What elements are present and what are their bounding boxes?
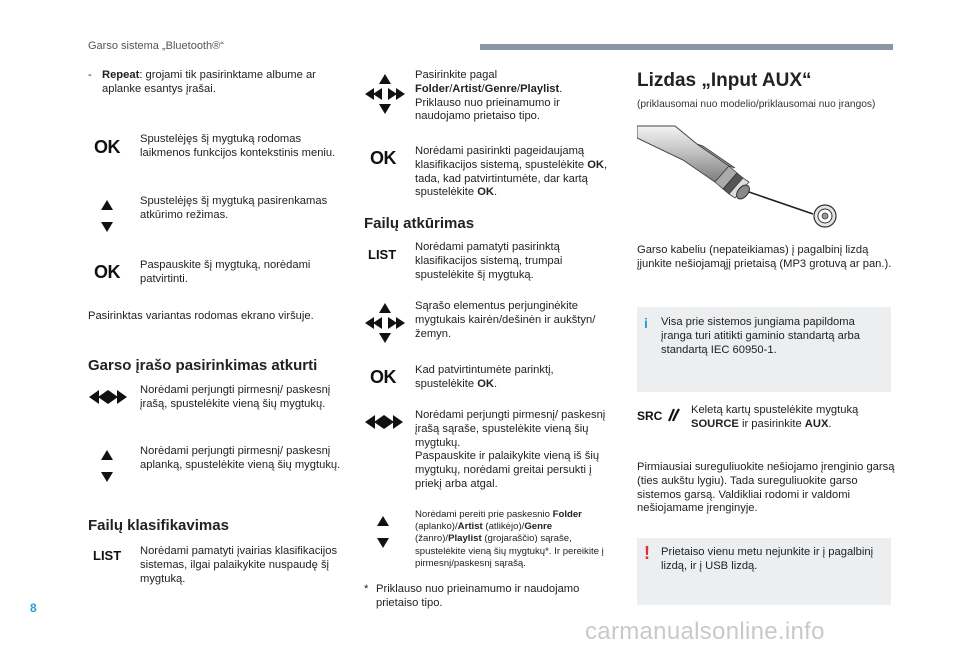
page-header-title: Garso sistema „Bluetooth®“ bbox=[88, 40, 224, 52]
volume-adjust-text: Pirmiausiai sureguliuokite nešiojamo įrenginio garsą (ties aukštu lygiu). Tada sureguliuokite garso sistemos garsą. Valdikliai rodomi ir valdomi nešiojamame įrenginyje. bbox=[637, 461, 895, 515]
watermark: carmanualsonline.info bbox=[585, 618, 825, 645]
up-down-arrows-icon bbox=[99, 199, 115, 233]
left-right-arrows-icon bbox=[88, 389, 128, 405]
ok-icon: OK bbox=[370, 148, 396, 168]
ok-icon: OK bbox=[94, 137, 120, 157]
header-bar bbox=[480, 44, 893, 50]
aux-connect-text: Garso kabeliu (nepateikiamas) į pagalbinį lizdą įjunkite nešiojamąjį prietaisą (MP3 grotuvą ar pan.). bbox=[637, 244, 892, 270]
confirm-selection-text: Kad patvirtintumėte parinktį, spustelėkite OK. bbox=[415, 364, 554, 390]
aux-subtitle: (priklausomai nuo modelio/priklausomai nuo įrangos) bbox=[637, 99, 876, 110]
aux-jack-plug-illustration bbox=[637, 118, 847, 233]
section-heading-file-playback: Failų atkūrimas bbox=[364, 215, 475, 232]
ok-icon: OK bbox=[370, 367, 396, 387]
ok-context-menu-text: Spustelėjęs šį mygtuką rodomas laikmenos funkcijos kontekstinis meniu. bbox=[140, 133, 336, 159]
section-heading-file-sorting: Failų klasifikavimas bbox=[88, 517, 229, 534]
page-number: 8 bbox=[30, 601, 37, 615]
select-by-text: Pasirinkite pagal Folder/Artist/Genre/Playlist. Priklauso nuo prieinamumo ir naudojamo prietaiso tipo. bbox=[415, 69, 563, 123]
list-icon: LIST bbox=[368, 247, 397, 262]
ok-confirm-text: Paspauskite šį mygtuką, norėdami patvirtinti. bbox=[140, 259, 311, 285]
source-icon: SRC bbox=[637, 408, 680, 423]
selected-option-note: Pasirinktas variantas rodomas ekrano viršuje. bbox=[88, 310, 314, 322]
warning-text: Prietaiso vienu metu nejunkite ir į pagalbinį lizdą, ir į USB lizdą. bbox=[661, 546, 874, 572]
select-classification-text: Norėdami pasirinkti pageidaujamą klasifikacijos sistemą, spustelėkite OK, tada, kad patvirtintumėte, dar kartą spustelėkite OK. bbox=[415, 145, 608, 199]
list-track-switch-text: Norėdami perjungti pirmesnį/ paskesnį įrašą sąraše, spustelėkite vieną šių mygtukų. Paspauskite ir palaikykite vieną iš šių mygtukų, norėdami greitai persukti į priekį arba atgal. bbox=[415, 409, 606, 490]
warning-box bbox=[637, 538, 891, 605]
info-box bbox=[637, 307, 891, 392]
section-heading-track-selection: Garso įrašo pasirinkimas atkurti bbox=[88, 357, 318, 374]
info-standard-text: Visa prie sistemos jungiama papildoma įranga turi atitikti gaminio standartą arba standartą IEC 60950-1. bbox=[661, 316, 860, 356]
folder-switch-text: Norėdami perjungti pirmesnį/ paskesnį aplanką, spustelėkite vieną šių mygtukų. bbox=[140, 445, 341, 471]
track-switch-text: Norėdami perjungti pirmesnį/ paskesnį įrašą, spustelėkite vieną šių mygtukų. bbox=[140, 384, 331, 410]
list-navigation-text: Sąrašo elementus perjunginėkite mygtukais kairėn/dešinėn ir aukštyn/žemyn. bbox=[415, 300, 596, 340]
list-short-press-text: Norėdami pamatyti pasirinktą klasifikacijos sistemą, trumpai spustelėkite šį mygtuką. bbox=[415, 241, 563, 281]
four-way-arrows-icon bbox=[364, 73, 406, 115]
four-way-arrows-icon bbox=[364, 302, 406, 344]
list-icon: LIST bbox=[93, 548, 122, 563]
section-heading-aux: Lizdas „Input AUX“ bbox=[637, 70, 812, 91]
warning-icon: ! bbox=[644, 543, 650, 563]
up-down-arrows-icon bbox=[99, 449, 115, 483]
source-slash-icon bbox=[666, 408, 680, 422]
up-down-arrows-icon bbox=[375, 515, 391, 549]
repeat-description: - Repeat: grojami tik pasirinktame albume ar aplanke esantys įrašai. bbox=[88, 69, 316, 95]
ok-icon: OK bbox=[94, 262, 120, 282]
info-icon: i bbox=[644, 315, 648, 331]
left-right-arrows-icon bbox=[364, 414, 404, 430]
footnote: * Priklauso nuo prieinamumo ir naudojamo prietaiso tipo. bbox=[364, 583, 580, 609]
list-long-press-text: Norėdami pamatyti įvairias klasifikacijos sistemas, ilgai palaikykite nuspaudę šį mygtuką. bbox=[140, 545, 338, 585]
source-aux-text: Keletą kartų spustelėkite mygtuką SOURCE ir pasirinkite AUX. bbox=[691, 404, 859, 430]
playback-mode-text: Spustelėjęs šį mygtuką pasirenkamas atkūrimo režimas. bbox=[140, 195, 328, 221]
next-list-text: Norėdami pereiti prie paskesnio Folder (aplanko)/Artist (atlikėjo)/Genre (žanro)/Playlist (grojaraščio) sąraše, spustelėkite vieną šių mygtukų*. Ir pereikite į pirmesnį/paskesnį sąrašą. bbox=[415, 509, 604, 569]
